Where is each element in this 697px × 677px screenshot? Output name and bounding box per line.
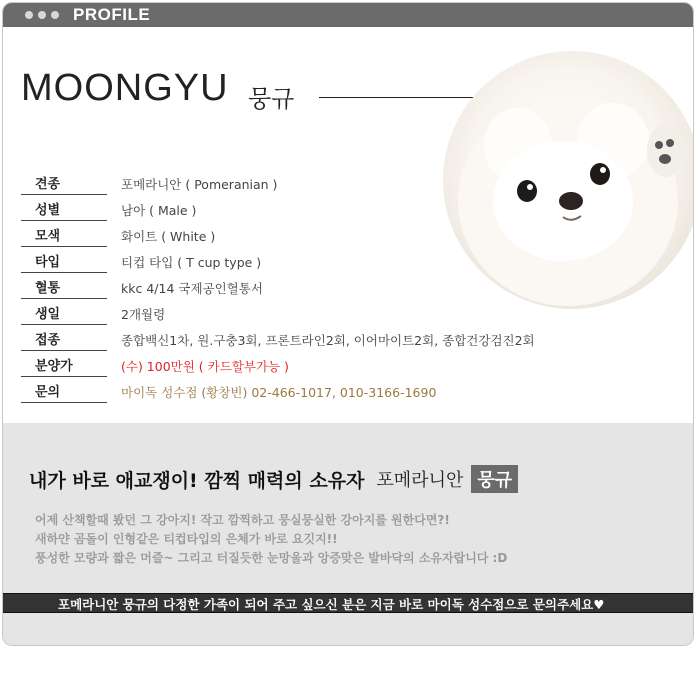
info-value: kkc 4/14 국제공인혈통서 (121, 281, 263, 296)
info-label: 접종 (21, 325, 107, 351)
info-row (21, 273, 621, 299)
description-line: 새하얀 곰돌이 인형같은 티컵타입의 은체가 바로 요깃지!! (35, 532, 338, 546)
info-row (21, 169, 621, 195)
intro-panel (3, 423, 693, 646)
info-label: 문의 (21, 377, 107, 403)
info-row (21, 247, 621, 273)
description-line: 풍성한 모량과 짧은 머즐~ 그리고 터질듯한 눈망울과 앙증맞은 발바닥의 소유자랍니다 :D (35, 551, 508, 565)
info-value: 2개월령 (121, 307, 166, 322)
info-row (21, 325, 621, 351)
profile-card (2, 2, 694, 646)
price-value: (수) 100만원 ( 카드할부가능 ) (121, 359, 289, 374)
info-row (21, 221, 621, 247)
contact-value: 마이독 성수점 (황창빈) 02-466-1017, 010-3166-1690 (121, 385, 437, 400)
banner-text: 포메라니안 뭉규의 다정한 가족이 되어 주고 싶으신 분은 지금 바로 마이독 성수점으로 문의주세요♥ (58, 597, 605, 612)
dog-name-english: MOONGYU (21, 67, 229, 109)
info-label: 분양가 (21, 351, 107, 377)
contact-banner (3, 593, 693, 613)
header-bar (3, 3, 693, 27)
info-row (21, 299, 621, 325)
info-value: 종합백신1차, 원.구충3회, 프론트라인2회, 이어마이트2회, 종합건강검진2회 (121, 333, 535, 348)
info-label: 혈통 (21, 273, 107, 299)
name-divider-line (319, 97, 479, 98)
intro-description (35, 511, 675, 568)
info-row (21, 195, 621, 221)
info-value: 포메라니안 ( Pomeranian ) (121, 177, 278, 192)
header-title: PROFILE (73, 5, 151, 24)
headline-breed: 포메라니안 (376, 470, 464, 491)
info-label: 타입 (21, 247, 107, 273)
info-row (21, 351, 621, 377)
description-line: 어제 산책할때 봤던 그 강아지! 작고 깜찍하고 뭉실뭉실한 강아지를 원한다면?! (35, 513, 450, 527)
dog-name-korean: 뭉규 (248, 85, 295, 113)
headline-text: 내가 바로 애교쟁이! 깜찍 매력의 소유자 (29, 469, 365, 492)
intro-headline (29, 465, 518, 493)
info-row (21, 377, 621, 403)
info-value: 화이트 ( White ) (121, 229, 216, 244)
info-table (21, 169, 621, 403)
info-value: 남아 ( Male ) (121, 203, 197, 218)
window-dots-icon (25, 11, 59, 19)
info-label: 모색 (21, 221, 107, 247)
info-label: 성별 (21, 195, 107, 221)
info-value: 티컵 타입 ( T cup type ) (121, 255, 262, 270)
info-label: 견종 (21, 169, 107, 195)
info-label: 생일 (21, 299, 107, 325)
headline-name-badge: 뭉규 (471, 465, 518, 493)
